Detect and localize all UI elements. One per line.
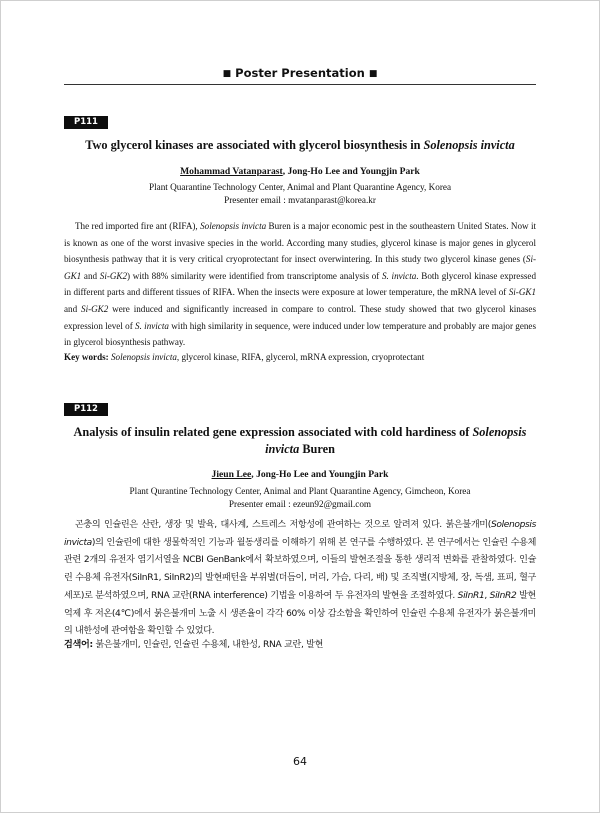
authors-p111 (64, 166, 536, 177)
poster-title-p111 (64, 137, 536, 154)
abstract-text: with high similarity in sequence, were induced under low temperature and probably are major genes in glycerol biosynthesis pathway. (64, 320, 536, 348)
coauthors: , Jong-Ho Lee and Youngjin Park (251, 469, 389, 480)
keywords-p112 (64, 638, 536, 652)
abstract-text: . Both glycerol kinase expressed in different parts and different tissues of RIFA. When the insects were exposure at lower temperature, the mRNA level of (64, 270, 537, 298)
gene-name: Si-GK1 (64, 254, 536, 281)
title-species: Solenopsis invicta (265, 425, 527, 456)
poster-badge-p111: P111 (64, 116, 108, 129)
header-square-icon: ■ (368, 69, 378, 79)
gene-name: Si-GK2 (99, 270, 128, 281)
abstract-text: )의 인슐린에 대한 생물학적인 기능과 월동생리를 이해하기 위해 본 연구를 수행하였다. 본 연구에서는 인슐린 수용체 관련 2개의 유전자 염기서열을 NCBI GenBank에서 확보하였으며, 이들의 발현조절을 통한 생리적 변화를 관찰하였다. 인슐린 수용체 유전자(SiInR1, SiInR2)의 발현패턴을 부위별(더듬이, 머리, 가슴, 다리, 배) 및 조직별(지방체, 장, 독샘, 표피, 혈구세포)로 분석하였으며, RNA 교란(RNA interference) 기법을 이용하여 두 유전자의 발현을 조절하였다. (64, 537, 536, 601)
abstract-text: and (81, 270, 100, 281)
keywords-label: Key words: (64, 352, 109, 362)
email-p112: Presenter email : ezeun92@gmail.com (228, 499, 372, 509)
abstract-species: Solenopsis invicta (64, 520, 536, 548)
abstract-text: were induced and significantly increased in compare to control. These study showed that two glycerol kinases expression level of (64, 303, 536, 331)
abstract-text: The red imported fire ant (RIFA), (75, 221, 201, 231)
abstract-species: S. invicta (382, 270, 417, 281)
abstract-species: S. invicta (135, 320, 169, 331)
header-rule (64, 84, 536, 85)
title-text: Two glycerol kinases are associated with glycerol biosynthesis in (85, 138, 421, 152)
poster-badge-p112: P112 (64, 403, 108, 416)
abstract-text: ) with 88% similarity were identified from transcriptome analysis of (127, 270, 382, 281)
abstract-text: 발현 억제 후 저온(4℃)에서 붉은불개미 노출 시 생존율이 각각 60% 이상 감소함을 확인하여 인슐린 수용체 유전자가 붉은불개미의 내한성에 관여함을 확인할 수 있었다. (64, 590, 536, 637)
keywords-text: 붉은불개미, 인슐린, 인슐린 수용체, 내한성, RNA 교란, 발현 (92, 640, 324, 650)
keywords-p111 (64, 350, 536, 364)
abstract-p112 (64, 517, 536, 641)
abstract-species: Solenopsis invicta (200, 221, 267, 231)
abstract-p111 (64, 218, 536, 351)
affiliation-p112: Plant Qurantine Technology Center, Animal and Plant Quarantine Agency, Gimcheon, Korea (129, 486, 471, 496)
authors-p112 (64, 469, 536, 480)
gene-name: SiInR2 (489, 590, 517, 601)
coauthors: , Jong-Ho Lee and Youngjin Park (282, 166, 420, 177)
title-text: Analysis of insulin related gene expression associated with cold hardiness of (73, 425, 470, 439)
presenter-name: Mohammad Vatanparast (180, 166, 283, 177)
abstract-text: Buren is a major economic pest in the southeastern United States. Now it is known as one of the worst invasive species in the world. According many studies, glycerol kinase is major genes in glycerol biosynthesis pathway that it is very critical cryoprotectant for insect overwintering. In this study two glycerol kinase genes ( (64, 221, 537, 265)
gene-name: Si-GK2 (81, 303, 109, 314)
email-p111: Presenter email : mvatanparast@korea.kr (224, 195, 376, 205)
header-title: Poster Presentation (235, 66, 365, 80)
gene-name: Si-GK1 (508, 287, 536, 298)
abstract-text: , (484, 590, 490, 601)
presenter-name: Jieun Lee (211, 469, 252, 480)
title-species: Solenopsis invicta (423, 138, 515, 152)
poster-title-p112 (64, 424, 536, 458)
affiliation-p111: Plant Quarantine Technology Center, Animal and Plant Quarantine Agency, Korea (148, 182, 452, 192)
abstract-text: and (64, 303, 82, 314)
header-square-icon: ■ (222, 69, 232, 79)
gene-name: SiInR1 (457, 590, 485, 601)
abstract-text: 곤충의 인슐린은 산란, 생장 및 발육, 대사계, 스트레스 저항성에 관여하는 것으로 알려져 있다. 붉은불개미( (75, 520, 491, 530)
keywords-species: Solenopsis invicta (111, 352, 177, 362)
page-header (0, 66, 600, 80)
keywords-text: , glycerol kinase, RIFA, glycerol, mRNA expression, cryoprotectant (176, 352, 425, 362)
keywords-label: 검색어: (64, 640, 93, 650)
page-number: 64 (293, 755, 307, 768)
title-end: Buren (302, 442, 335, 456)
